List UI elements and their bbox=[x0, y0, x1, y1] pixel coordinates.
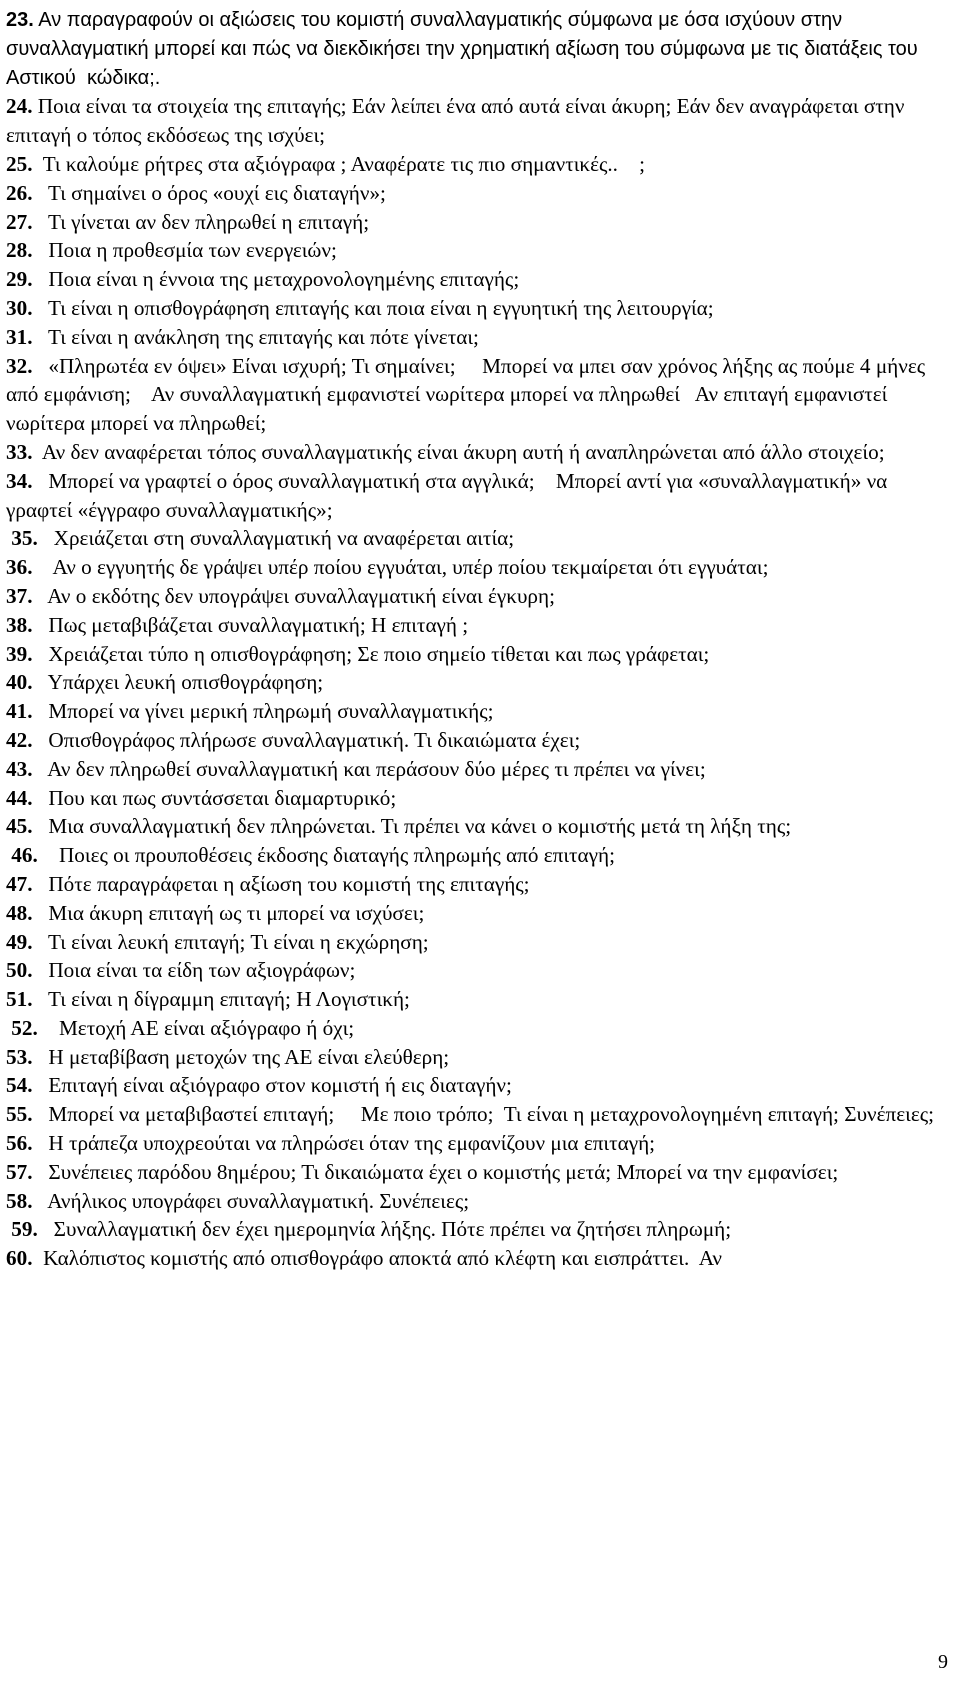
question-item bbox=[6, 1215, 950, 1244]
question-text: Τι σημαίνει ο όρος «ουχί εις διαταγήν»; bbox=[32, 180, 386, 205]
question-text: Τι είναι η ανάκληση της επιταγής και πότε γίνεται; bbox=[32, 324, 479, 349]
question-text: Αν ο εκδότης δεν υπογράψει συναλλαγματική είναι έγκυρη; bbox=[32, 583, 555, 608]
question-item bbox=[6, 352, 950, 438]
question-text: Τι γίνεται αν δεν πληρωθεί η επιταγή; bbox=[32, 209, 370, 234]
question-item bbox=[6, 1071, 950, 1100]
question-text: Ποια η προθεσμία των ενεργειών; bbox=[32, 238, 337, 263]
question-number: 51. bbox=[6, 987, 33, 1012]
question-text: Ποια είναι τα στοιχεία της επιταγής; Εάν λείπει ένα από αυτά είναι άκυρη; Εάν δεν αναγράφεται στην επιταγή ο τόπος εκδόσεως της ισχύει; bbox=[6, 94, 910, 148]
question-text: Μια άκυρη επιταγή ως τι μπορεί να ισχύσει; bbox=[32, 900, 425, 925]
question-number: 25. bbox=[6, 151, 33, 176]
question-item bbox=[6, 928, 950, 957]
question-text: Μπορεί να γραφτεί ο όρος συναλλαγματική στα αγγλικά; Μπορεί αντί για «συναλλαγματική» να γραφτεί «έγγραφο συναλλαγματικής»; bbox=[6, 468, 893, 522]
question-item bbox=[6, 1014, 950, 1043]
question-number: 58. bbox=[6, 1188, 33, 1213]
question-text: Αν παραγραφούν οι αξιώσεις του κομιστή συναλλαγματικής σύμφωνα με όσα ισχύουν στην συναλλαγματική μπορεί και πώς να διεκδικήσει την χρηματική αξίωση του σύμφωνα με τις διατάξεις του Αστικού κώδικα;. bbox=[6, 9, 923, 89]
question-item bbox=[6, 92, 950, 150]
question-item bbox=[6, 1158, 950, 1187]
question-text: Χρειάζεται τύπο η οπισθογράφηση; Σε ποιο σημείο τίθεται και πως γράφεται; bbox=[32, 641, 710, 666]
question-number: 57. bbox=[6, 1159, 33, 1184]
document-page bbox=[6, 6, 950, 1273]
question-item bbox=[6, 524, 950, 553]
question-item bbox=[6, 784, 950, 813]
question-number: 52. bbox=[11, 1015, 38, 1040]
question-item bbox=[6, 265, 950, 294]
question-number: 60. bbox=[6, 1246, 33, 1271]
question-text: Μπορεί να μεταβιβαστεί επιταγή; Με ποιο τρόπο; Τι είναι η μεταχρονολογημένη επιταγή; Συνέπειες; bbox=[32, 1102, 935, 1127]
question-number: 42. bbox=[6, 727, 33, 752]
question-item bbox=[6, 870, 950, 899]
question-item bbox=[6, 150, 950, 179]
question-item bbox=[6, 812, 950, 841]
question-number: 47. bbox=[6, 871, 33, 896]
question-item bbox=[6, 1100, 950, 1129]
question-item bbox=[6, 438, 950, 467]
question-number: 55. bbox=[6, 1102, 33, 1127]
question-text: Αν ο εγγυητής δε γράψει υπέρ ποίου εγγυάται, υπέρ ποίου τεκμαίρεται ότι εγγυάται; bbox=[32, 555, 769, 580]
question-number: 59. bbox=[11, 1217, 38, 1242]
question-text: Τι είναι λευκή επιταγή; Τι είναι η εκχώρηση; bbox=[32, 929, 429, 954]
question-text: Ανήλικος υπογράφει συναλλαγματική. Συνέπειες; bbox=[32, 1188, 470, 1213]
question-text: Υπάρχει λευκή οπισθογράφηση; bbox=[32, 670, 324, 695]
question-item bbox=[6, 956, 950, 985]
question-number: 41. bbox=[6, 699, 33, 724]
question-number: 30. bbox=[6, 295, 33, 320]
question-item bbox=[6, 467, 950, 525]
question-text: Ποια είναι η έννοια της μεταχρονολογημένης επιταγής; bbox=[32, 267, 520, 292]
question-text: Αν δεν πληρωθεί συναλλαγματική και περάσουν δύο μέρες τι πρέπει να γίνει; bbox=[32, 756, 706, 781]
question-item bbox=[6, 697, 950, 726]
question-text: Ποια είναι τα είδη των αξιογράφων; bbox=[32, 958, 356, 983]
question-text: Τι είναι η οπισθογράφηση επιταγής και ποια είναι η εγγυητική της λειτουργία; bbox=[32, 295, 714, 320]
question-text: Ποιες οι προυποθέσεις έκδοσης διαταγής πληρωμής από επιταγή; bbox=[37, 843, 615, 868]
question-number: 43. bbox=[6, 756, 33, 781]
question-text: Χρειάζεται στη συναλλαγματική να αναφέρεται αιτία; bbox=[37, 526, 515, 551]
question-text: Επιταγή είναι αξιόγραφο στον κομιστή ή εις διαταγήν; bbox=[32, 1073, 512, 1098]
question-number: 26. bbox=[6, 180, 33, 205]
question-text: Μετοχή ΑΕ είναι αξιόγραφο ή όχι; bbox=[37, 1015, 355, 1040]
question-text: Τι καλούμε ρήτρες στα αξιόγραφα ; Αναφέρατε τις πιο σημαντικές.. ; bbox=[32, 151, 646, 176]
question-item bbox=[6, 294, 950, 323]
question-text: Συναλλαγματική δεν έχει ημερομηνία λήξης. Πότε πρέπει να ζητήσει πληρωμή; bbox=[37, 1217, 732, 1242]
question-number: 48. bbox=[6, 900, 33, 925]
question-item bbox=[6, 553, 950, 582]
question-text: Μια συναλλαγματική δεν πληρώνεται. Τι πρέπει να κάνει ο κομιστής μετά τη λήξη της; bbox=[32, 814, 792, 839]
question-item bbox=[6, 726, 950, 755]
question-text: Μπορεί να γίνει μερική πληρωμή συναλλαγματικής; bbox=[32, 699, 494, 724]
question-item bbox=[6, 841, 950, 870]
question-number: 40. bbox=[6, 670, 33, 695]
question-item bbox=[6, 179, 950, 208]
question-item bbox=[6, 582, 950, 611]
question-number: 45. bbox=[6, 814, 33, 839]
question-text: Καλόπιστος κομιστής από οπισθογράφο αποκτά από κλέφτη και εισπράττει. Αν bbox=[32, 1246, 723, 1271]
page-number: 9 bbox=[938, 1651, 948, 1673]
question-number: 39. bbox=[6, 641, 33, 666]
question-item bbox=[6, 755, 950, 784]
question-item bbox=[6, 640, 950, 669]
question-number: 34. bbox=[6, 468, 33, 493]
question-number: 46. bbox=[11, 843, 38, 868]
question-text: Η τράπεζα υποχρεούται να πληρώσει όταν της εμφανίζουν μια επιταγή; bbox=[32, 1131, 656, 1156]
question-text: Τι είναι η δίγραμμη επιταγή; Η Λογιστική; bbox=[32, 987, 410, 1012]
question-number: 56. bbox=[6, 1131, 33, 1156]
question-number: 33. bbox=[6, 439, 33, 464]
question-text: Οπισθογράφος πλήρωσε συναλλαγματική. Τι δικαιώματα έχει; bbox=[32, 727, 581, 752]
question-text: Που και πως συντάσσεται διαμαρτυρικό; bbox=[32, 785, 397, 810]
question-number: 44. bbox=[6, 785, 33, 810]
question-number: 53. bbox=[6, 1044, 33, 1069]
question-item bbox=[6, 1187, 950, 1216]
question-item bbox=[6, 611, 950, 640]
question-item bbox=[6, 236, 950, 265]
question-item bbox=[6, 6, 950, 92]
question-item bbox=[6, 1244, 950, 1273]
question-number: 31. bbox=[6, 324, 33, 349]
question-number: 32. bbox=[6, 353, 33, 378]
question-number: 28. bbox=[6, 238, 33, 263]
question-item bbox=[6, 1043, 950, 1072]
question-item bbox=[6, 323, 950, 352]
question-number: 54. bbox=[6, 1073, 33, 1098]
question-number: 50. bbox=[6, 958, 33, 983]
question-text: Πότε παραγράφεται η αξίωση του κομιστή της επιταγής; bbox=[32, 871, 530, 896]
question-number: 23. bbox=[6, 9, 34, 31]
question-text: Πως μεταβιβάζεται συναλλαγματική; Η επιταγή ; bbox=[32, 612, 469, 637]
question-number: 49. bbox=[6, 929, 33, 954]
question-number: 37. bbox=[6, 583, 33, 608]
question-number: 35. bbox=[11, 526, 38, 551]
question-item bbox=[6, 985, 950, 1014]
question-number: 27. bbox=[6, 209, 33, 234]
question-item bbox=[6, 668, 950, 697]
question-text: «Πληρωτέα εν όψει» Είναι ισχυρή; Τι σημαίνει; Μπορεί να μπει σαν χρόνος λήξης ας πούμε 4 μήνες από εμφάνιση; Αν συναλλαγματική εμφανιστεί νωρίτερα μπορεί να πληρωθεί Αν επιταγή εμφανιστεί νωρίτερα μπορεί να πληρωθεί; bbox=[6, 353, 931, 436]
question-number: 29. bbox=[6, 267, 33, 292]
question-item bbox=[6, 208, 950, 237]
question-item bbox=[6, 1129, 950, 1158]
question-text: Συνέπειες παρόδου 8ημέρου; Τι δικαιώματα έχει ο κομιστής μετά; Μπορεί να την εμφανίσει; bbox=[32, 1159, 839, 1184]
question-text: Αν δεν αναφέρεται τόπος συναλλαγματικής είναι άκυρη αυτή ή αναπληρώνεται από άλλο στοιχείο; bbox=[32, 439, 885, 464]
question-item bbox=[6, 899, 950, 928]
question-text: Η μεταβίβαση μετοχών της ΑΕ είναι ελεύθερη; bbox=[32, 1044, 450, 1069]
question-number: 36. bbox=[6, 555, 33, 580]
question-number: 38. bbox=[6, 612, 33, 637]
question-number: 24. bbox=[6, 94, 33, 119]
